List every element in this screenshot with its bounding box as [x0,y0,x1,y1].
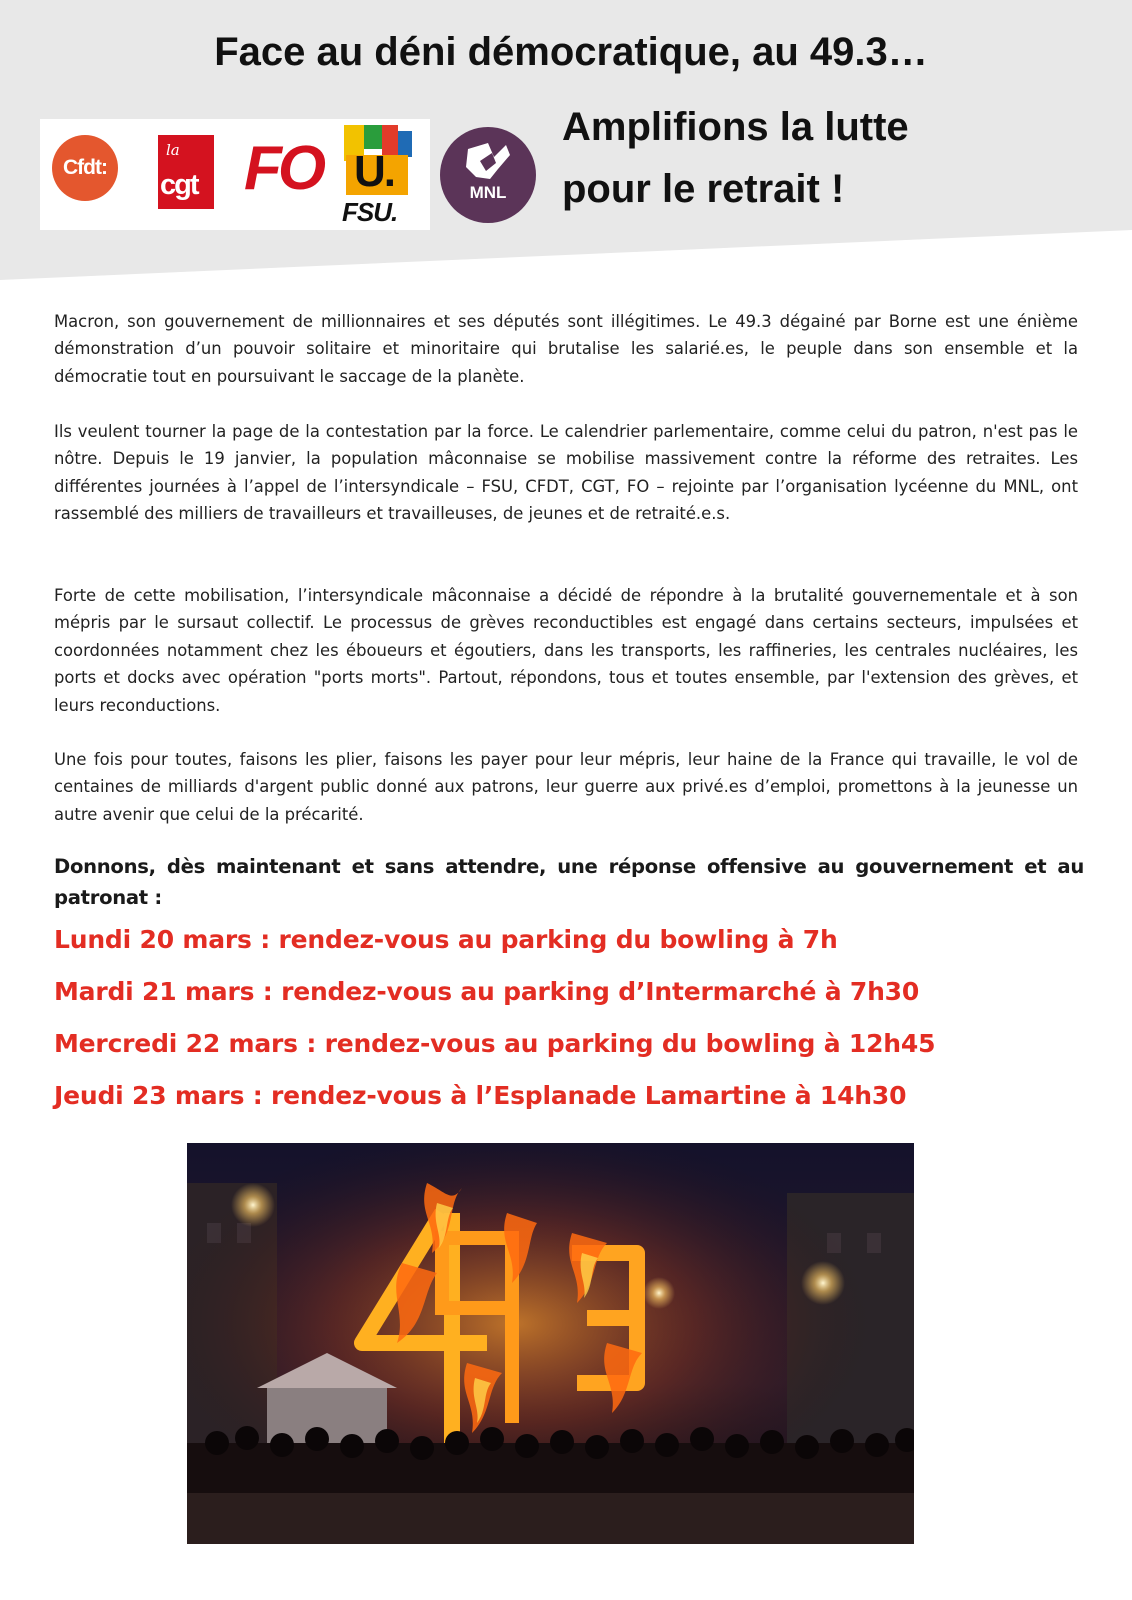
fo-logo: FO [244,134,323,203]
subtitle-line-1: Amplifions la lutte [562,105,909,149]
cgt-logo-text: cgt [160,169,198,201]
page-title: Face au déni démocratique, au 49.3… [214,30,928,74]
cgt-logo-la: la [166,141,180,159]
cgt-logo [158,135,214,209]
union-logos-banner [40,119,507,230]
fsu-logo-u: U. [354,147,394,196]
mnl-logo [440,127,536,223]
paragraph-2: Ils veulent tourner la page de la contestation par la force. Le calendrier parlementaire, comme celui du patron, n'est pas le nôtre. Depuis le 19 janvier, la population mâconnaise se mobilise massivement contre la réforme des retraites. Les différentes journées à l’appel de l’intersyndicale – FSU, CFDT, CGT, FO – rejointe par l’organisation lycéenne du MNL, ont rassemblé des milliers de travailleurs et travailleuses, de jeunes et de retraité.e.s. [54,422,1078,524]
paragraph-1: Macron, son gouvernement de millionnaires et ses députés sont illégitimes. Le 49.3 dégainé par Borne est une énième démonstration d’un pouvoir solitaire et minoritaire qui brutalise les salarié.es, le peuple dans son ensemble et la démocratie tout en poursuivant le saccage de la planète. [54,312,1078,386]
fsu-logo-text: FSU. [342,197,398,227]
paragraph-4: Une fois pour toutes, faisons les plier, faisons les payer pour leur mépris, leur haine de la France qui travaille, le vol de centaines de milliards d'argent public donné aux patrons, leur guerre aux privé.es d’emploi, promettons à la jeunesse un autre avenir que celui de la précarité. [54,750,1078,824]
call-to-action: Donnons, dès maintenant et sans attendre, une réponse offensive au gouvernement et au patronat : [54,855,1084,909]
date-line-monday: Lundi 20 mars : rendez-vous au parking du bowling à 7h [54,925,838,954]
burning-49-3-photo [187,1143,914,1544]
mnl-logo-text: MNL [469,183,507,202]
mnl-emblem-icon [440,127,536,223]
cfdt-logo: Cfdt: [52,135,118,201]
fsu-logo [340,125,416,227]
subtitle-line-2: pour le retrait ! [562,167,845,211]
page-subtitle [562,96,909,220]
paragraph-3: Forte de cette mobilisation, l’intersyndicale mâconnaise a décidé de répondre à la brutalité gouvernementale et à son mépris par le sursaut collectif. Le processus de grèves reconductibles est engagé dans certains secteurs, impulsées et coordonnées notamment chez les éboueurs et égoutiers, dans les transports, les raffineries, les centrales nucléaires, les ports et docks avec opération "ports morts". Partout, répondons, tous et toutes ensemble, par l'extension des grèves, et leurs reconductions. [54,586,1078,715]
date-line-wednesday: Mercredi 22 mars : rendez-vous au parking du bowling à 12h45 [54,1029,936,1058]
date-line-tuesday: Mardi 21 mars : rendez-vous au parking d’Intermarché à 7h30 [54,977,920,1006]
date-line-thursday: Jeudi 23 mars : rendez-vous à l’Esplanade Lamartine à 14h30 [54,1081,907,1110]
